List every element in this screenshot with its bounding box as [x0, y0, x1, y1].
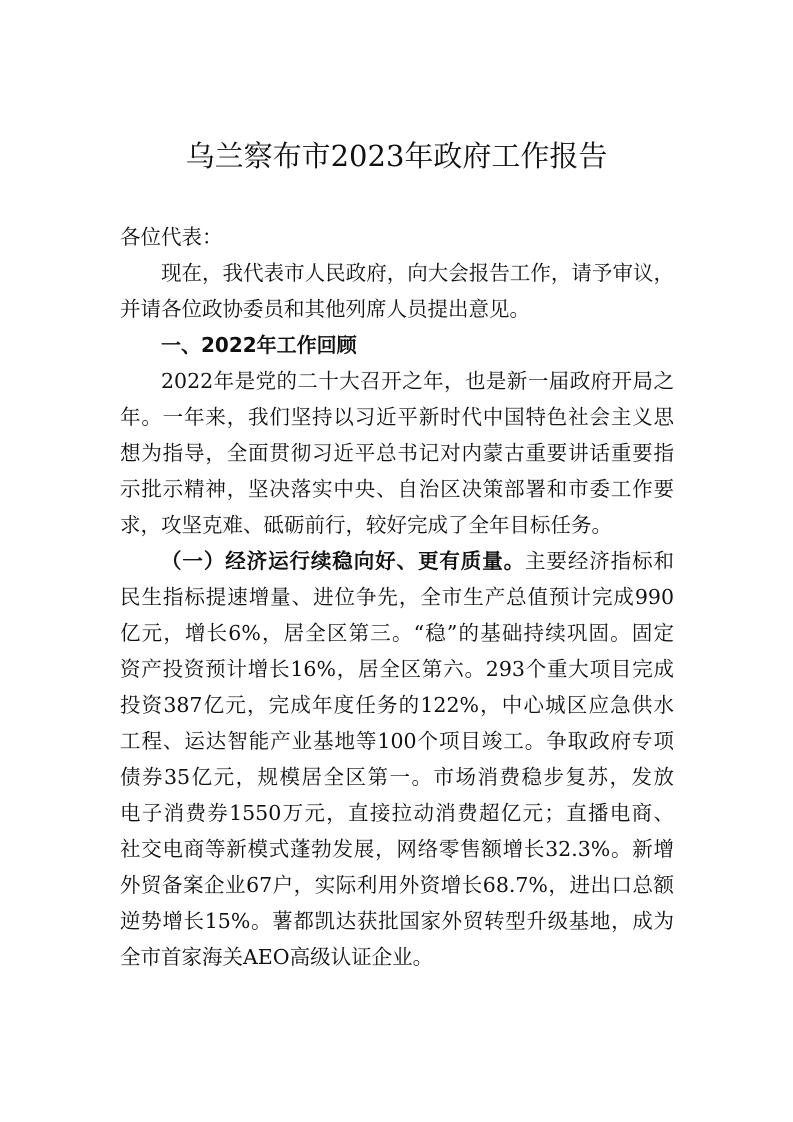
- paragraph-line: 年。一年来，我们坚持以习近平新时代中国特色社会主义思: [120, 405, 674, 429]
- paragraph-line: 求，攻坚克难、砥砺前行，较好完成了全年目标任务。: [120, 513, 612, 537]
- paragraph-line: 外贸备案企业67户，实际利用外资增长68.7%，进出口总额: [120, 873, 674, 897]
- paragraph-line: 债券35亿元，规模居全区第一。市场消费稳步复苏，发放: [120, 765, 674, 789]
- section-heading: 一、2022年工作回顾: [161, 333, 357, 357]
- paragraph-line: 民生指标提速增量、进位争先，全市生产总值预计完成990: [120, 585, 674, 609]
- paragraph-line: 示批示精神，坚决落实中央、自治区决策部署和市委工作要: [120, 477, 674, 501]
- paragraph-line: [120, 543, 674, 579]
- paragraph-line: 想为指导，全面贯彻习近平总书记对内蒙古重要讲话重要指: [120, 441, 674, 465]
- paragraph-line: 逆势增长15%。薯都凯达获批国家外贸转型升级基地，成为: [120, 909, 674, 933]
- paragraph-line: 2022年是党的二十大召开之年，也是新一届政府开局之: [161, 369, 674, 393]
- intro-line: 现在，我代表市人民政府，向大会报告工作，请予审议，: [161, 261, 674, 285]
- paragraph-text: 主要经济指标和: [525, 549, 675, 573]
- paragraph-line: 亿元，增长6%，居全区第三。“稳”的基础持续巩固。固定: [120, 621, 674, 645]
- paragraph-line: 投资387亿元，完成年度任务的122%，中心城区应急供水: [120, 693, 674, 717]
- salutation: 各位代表：: [120, 225, 223, 249]
- subsection-heading: （一）经济运行续稳向好、更有质量。: [161, 549, 526, 573]
- paragraph-line: 全市首家海关AEO高级认证企业。: [120, 945, 434, 969]
- document-title: 乌兰察布市2023年政府工作报告: [185, 139, 608, 173]
- document-body: [120, 219, 674, 975]
- paragraph-line: 工程、运达智能产业基地等100个项目竣工。争取政府专项: [120, 729, 674, 753]
- paragraph-line: 社交电商等新模式蓬勃发展，网络零售额增长32.3%。新增: [120, 837, 674, 861]
- paragraph-line: 电子消费券1550万元，直接拉动消费超亿元；直播电商、: [120, 801, 674, 825]
- paragraph-line: 资产投资预计增长16%，居全区第六。293个重大项目完成: [120, 657, 674, 681]
- intro-line: 并请各位政协委员和其他列席人员提出意见。: [120, 297, 530, 321]
